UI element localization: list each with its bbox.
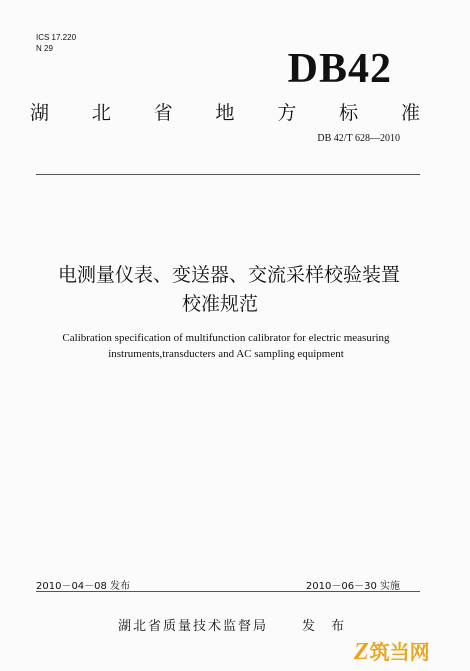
- publish-label: 发 布: [302, 619, 351, 634]
- standard-name-char: 北: [91, 102, 111, 124]
- title-zh-line1: 电测量仪表、变送器、交流采样校验装置: [57, 264, 400, 286]
- standard-number: DB 42/T 628—2010: [317, 133, 400, 144]
- footer-divider: [36, 591, 420, 592]
- standard-name-char: 地: [215, 102, 235, 124]
- watermark-z-icon: Z: [354, 639, 369, 665]
- standard-name-char: 湖: [30, 102, 50, 124]
- header-divider: [36, 174, 420, 175]
- standard-name-char: 省: [153, 102, 173, 124]
- standard-category-name: [30, 98, 420, 125]
- ics-code: ICS 17.220: [36, 33, 77, 42]
- standard-name-char: 方: [277, 102, 297, 124]
- publisher-name: 湖北省质量技术监督局: [118, 619, 269, 634]
- classification-code: N 29: [36, 44, 53, 53]
- standard-mark: DB42: [287, 46, 392, 92]
- watermark-logo: [354, 640, 430, 664]
- issue-date: 2010－04－08 发布: [36, 581, 131, 592]
- implementation-date: 2010－06－30 实施: [305, 581, 400, 592]
- title-en-line2: instruments,transducters and AC sampling equipment: [108, 348, 344, 360]
- standard-name-char: 准: [400, 102, 420, 124]
- standard-name-char: 标: [339, 102, 359, 124]
- watermark-text: 筑当网: [369, 640, 430, 664]
- title-zh-line2: 校准规范: [181, 293, 258, 315]
- title-en-line1: Calibration specification of multifunction calibrator for electric measuring: [62, 332, 390, 344]
